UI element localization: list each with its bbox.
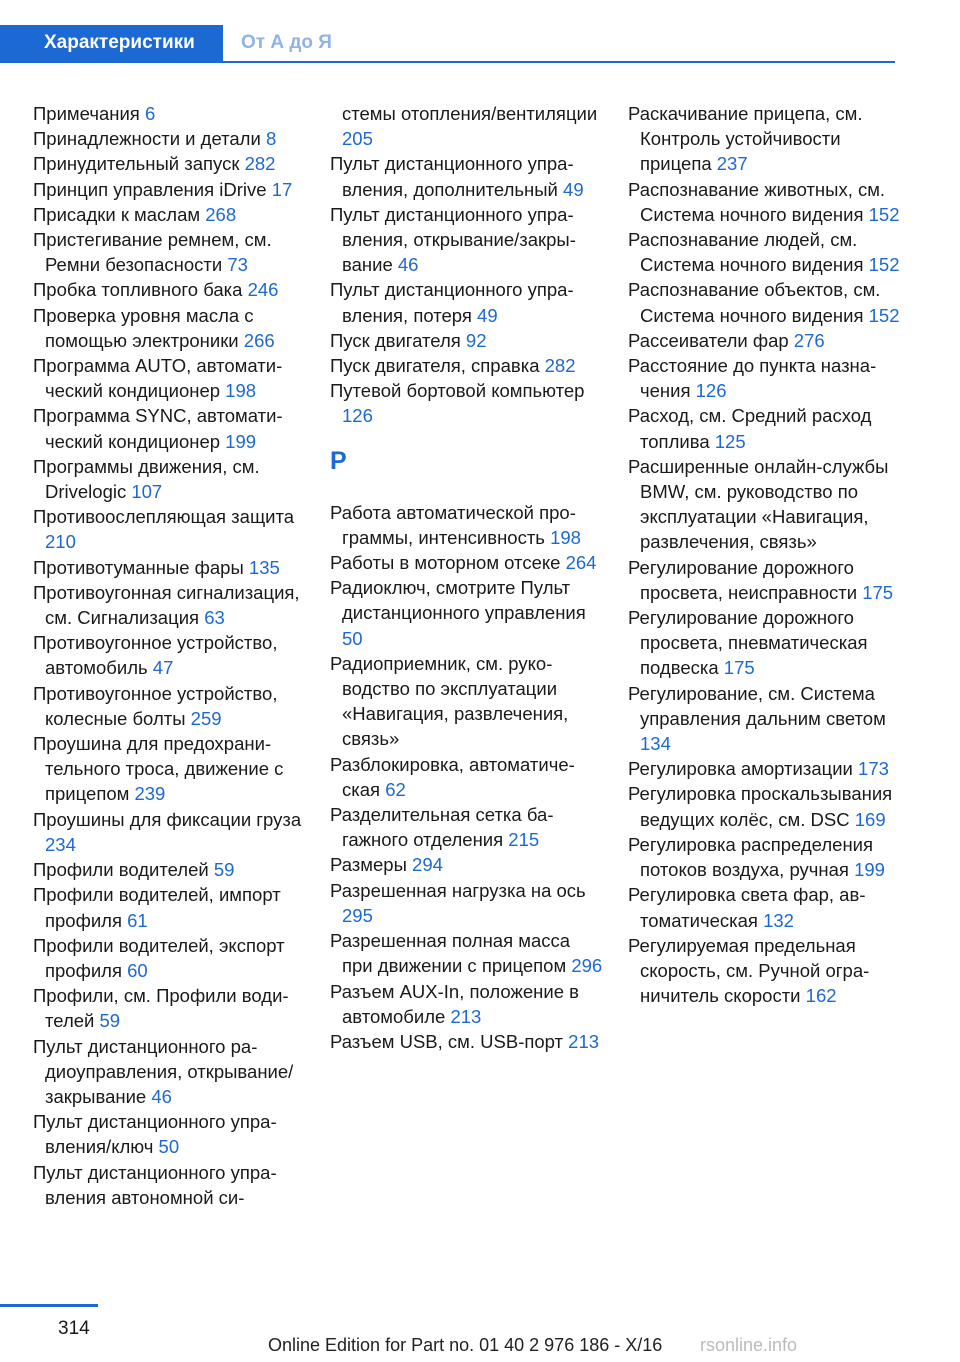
index-entry [628, 277, 903, 327]
index-entry-text: Пульт дистанционного управления/ключ [33, 1111, 277, 1158]
index-entry-text: Программы движения, см. Drivelogic [33, 455, 260, 503]
index-entry-text: Расстояние до пункта назначения [628, 355, 877, 402]
page-link[interactable]: 63 [204, 607, 225, 629]
page-link[interactable]: 175 [723, 657, 755, 679]
page-link[interactable]: 49 [477, 304, 498, 326]
index-entry [330, 979, 605, 1029]
index-entry-text: Работы в моторном отсеке [330, 552, 566, 574]
page-link[interactable]: 294 [412, 854, 443, 876]
index-entry [33, 1109, 308, 1159]
index-entry-text: Присадки к маслам [33, 203, 206, 225]
index-entry-text: Противоугонное устройство, автомобиль [33, 632, 278, 679]
index-entry [330, 101, 605, 151]
index-entry-text: Разъем AUX-In, положение в автомобиле [330, 980, 579, 1027]
page-link[interactable]: 276 [793, 329, 825, 351]
index-entry [33, 403, 308, 453]
index-entry [330, 550, 605, 575]
index-entry-text: Разъем USB, см. USB-порт [330, 1030, 569, 1052]
index-entry [628, 933, 903, 1009]
index-entry [628, 605, 903, 681]
index-entry-text: Пробка топливного бака [33, 279, 248, 301]
index-entry-text: Пульт дистанционного управления, открывание/закрывание [330, 203, 576, 276]
page-link[interactable]: 295 [342, 904, 373, 926]
index-entry-text: Принадлежности и детали [33, 128, 266, 150]
index-entry-text: Противоугонное устройство, колесные болты [33, 682, 278, 729]
index-entry-text: Профили, см. Профили водителей [33, 985, 289, 1032]
page-link[interactable]: 199 [225, 430, 257, 452]
page-link[interactable]: 246 [247, 279, 279, 301]
index-entry [330, 353, 605, 378]
index-entry [628, 101, 903, 177]
index-entry [33, 882, 308, 932]
edition-note: Online Edition for Part no. 01 40 2 976 186 - X/16 [268, 1335, 663, 1355]
index-entry-text: Разрешенная полная масса при движении с прицепом [330, 930, 572, 977]
page-link[interactable]: 205 [342, 128, 373, 150]
index-entry [33, 353, 308, 403]
index-entry [33, 807, 308, 857]
index-entry-text: Пульт дистанционного управления, потеря [330, 279, 574, 326]
index-entry [33, 555, 308, 580]
page-link[interactable]: 47 [152, 657, 174, 679]
page-link[interactable]: 282 [544, 355, 576, 377]
index-entry [33, 303, 308, 353]
page-link[interactable]: 210 [45, 531, 76, 553]
index-entry [33, 126, 308, 151]
index-entry-text: Пуск двигателя [330, 329, 466, 351]
index-entry [33, 983, 308, 1033]
page-link[interactable]: 152 [868, 304, 900, 326]
page-link[interactable]: 198 [550, 526, 581, 548]
index-entry-text: Проверка уровня масла с помощью электроники [33, 304, 254, 351]
index-entry [628, 454, 903, 555]
index-entry [33, 630, 308, 680]
page-link[interactable]: 6 [144, 103, 156, 124]
index-entry-text: Регулируемая предельная скорость, см. Ручной ограничитель скорости [628, 934, 870, 1007]
index-entry-text: Регулировка амортизации [628, 758, 859, 780]
page-link[interactable]: 126 [695, 380, 727, 402]
index-entry-text: Регулирование дорожного просвета, неисправности [628, 556, 863, 603]
index-entry-text: Рассеиватели фар [628, 329, 794, 351]
index-entry [33, 277, 308, 302]
page-link[interactable]: 266 [243, 329, 275, 351]
page-link[interactable]: 8 [265, 128, 277, 150]
index-entry-text: Профили водителей, импорт профиля [33, 884, 281, 931]
page-link[interactable]: 49 [563, 178, 584, 200]
page-link[interactable]: 175 [862, 581, 894, 603]
index-entry [330, 928, 605, 978]
page-link[interactable]: 61 [127, 909, 148, 931]
index-entry [628, 681, 903, 757]
index-entry-text: Проушины для фиксации груза [33, 808, 302, 830]
index-entry-text: Принудительный запуск [33, 153, 245, 175]
page-link[interactable]: 125 [714, 430, 746, 452]
page-link[interactable]: 50 [342, 627, 363, 649]
page-link[interactable]: 107 [131, 481, 163, 503]
index-entry [330, 151, 605, 201]
index-entry-text: Противоослепляющая защита [33, 506, 295, 528]
page-link[interactable]: 92 [465, 329, 487, 351]
page-link[interactable]: 59 [99, 1010, 121, 1032]
index-entry [33, 1160, 308, 1210]
tab-a-to-z[interactable]: От А до Я [241, 32, 332, 53]
index-entry-text: Регулирование дорожного просвета, пневматическая подвеска [628, 607, 868, 679]
index-entry [628, 177, 903, 227]
index-entry [628, 353, 903, 403]
page-link[interactable]: 134 [640, 733, 671, 755]
page-link[interactable]: 268 [205, 203, 237, 225]
index-entry [628, 781, 903, 831]
index-entry-text: Распознавание людей, см. Система ночного видения [628, 229, 869, 276]
index-column-2 [330, 101, 605, 1054]
page-link[interactable]: 59 [213, 859, 235, 881]
index-entry [330, 277, 605, 327]
index-entry [33, 681, 308, 731]
page-link[interactable]: 296 [571, 955, 603, 977]
page-link[interactable]: 237 [716, 153, 748, 175]
page-link[interactable]: 259 [190, 707, 222, 729]
index-entry [628, 227, 903, 277]
footer-accent-line [0, 1304, 98, 1307]
index-entry [628, 555, 903, 605]
page-link[interactable]: 239 [134, 783, 166, 805]
page-link[interactable]: 173 [858, 758, 889, 780]
index-entry-text: Регулировка света фар, автоматическая [628, 884, 866, 931]
page-link[interactable]: 50 [158, 1136, 180, 1158]
index-entry [330, 575, 605, 651]
index-entry-text: Радиоприемник, см. руководство по эксплуатации «Навигация, развлечения, связь» [330, 652, 569, 750]
page-link[interactable]: 282 [244, 153, 276, 175]
page-link[interactable]: 198 [225, 380, 257, 402]
index-entry-text: Программа AUTO, автоматический кондиционер [33, 355, 283, 402]
page-link[interactable]: 46 [397, 254, 419, 276]
index-entry [628, 403, 903, 453]
index-entry [628, 756, 903, 781]
index-column-1 [33, 101, 308, 1210]
index-entry [33, 202, 308, 227]
page-link[interactable]: 213 [568, 1030, 600, 1052]
page-link[interactable]: 169 [854, 808, 886, 830]
index-entry [330, 802, 605, 852]
index-entry-text: Разделительная сетка багажного отделения [330, 804, 554, 851]
index-entry-text: Пульт дистанционного управления автономной си- [33, 1161, 277, 1208]
index-entry [33, 933, 308, 983]
index-entry [330, 328, 605, 353]
page-link[interactable]: 162 [805, 985, 837, 1007]
index-entry-text: Размеры [330, 854, 413, 876]
index-entry-text: Пульт дистанционного управления, дополнительный [330, 153, 574, 200]
index-entry-text: Работа автоматической программы, интенсивность [330, 501, 576, 548]
index-entry [330, 500, 605, 550]
index-entry-text: стемы отопления/вентиляции [342, 103, 598, 124]
index-entry [628, 882, 903, 932]
page-link[interactable]: 46 [151, 1085, 172, 1107]
page-link[interactable]: 132 [763, 909, 794, 931]
index-entry-text: Регулировка распределения потоков воздуха, ручная [628, 833, 874, 881]
index-entry [330, 651, 605, 752]
index-entry [33, 1034, 308, 1110]
index-entry [330, 202, 605, 278]
index-entry [33, 227, 308, 277]
index-entry [330, 752, 605, 802]
index-entry [33, 101, 308, 126]
index-entry [628, 328, 903, 353]
index-entry-text: Проушина для предохранительного троса, движение с прицепом [33, 733, 284, 805]
page-link[interactable]: 215 [508, 829, 540, 851]
index-entry [33, 580, 308, 630]
index-entry [33, 731, 308, 807]
index-entry-text: Пристегивание ремнем, см. Ремни безопасности [33, 229, 272, 276]
page-link[interactable]: 264 [565, 552, 597, 574]
section-letter: Р [330, 446, 347, 475]
page-link[interactable]: 62 [385, 778, 406, 800]
index-entry-text: Регулировка проскальзывания ведущих колёс, см. DSC [628, 783, 893, 830]
index-entry-text: Расширенные онлайн-службы BMW, см. руководство по эксплуатации «Навигация, развлечения, связь» [628, 455, 889, 553]
index-entry-text: Профили водителей, экспорт профиля [33, 934, 285, 981]
index-entry-text: Пульт дистанционного радиоуправления, открывание/закрывание [33, 1035, 294, 1107]
index-entry-text: Раскачивание прицепа, см. Контроль устойчивости прицепа [628, 103, 863, 175]
page-link[interactable]: 152 [868, 203, 900, 225]
header-bar [0, 25, 895, 63]
index-entry [33, 177, 308, 202]
index-entry-text: Противотуманные фары [33, 556, 249, 578]
index-entry [33, 454, 308, 504]
page-link[interactable]: 135 [248, 556, 280, 578]
index-entry-text: Распознавание животных, см. Система ночного видения [628, 178, 886, 225]
index-entry [33, 504, 308, 554]
index-entry [330, 378, 605, 428]
index-entry [330, 1029, 605, 1054]
index-entry-text: Радиоключ, смотрите Пульт дистанционного управления [330, 577, 586, 624]
index-entry [628, 832, 903, 882]
index-entry [330, 878, 605, 928]
index-entry-text: Расход, см. Средний расход топлива [628, 405, 872, 452]
index-entry [33, 857, 308, 882]
page-link[interactable]: 199 [854, 859, 885, 881]
index-entry [330, 852, 605, 877]
index-entry-text: Разрешенная нагрузка на ось [330, 879, 586, 901]
index-entry-text: Пуск двигателя, справка [330, 355, 545, 377]
index-entry-text: Распознавание объектов, см. Система ночного видения [628, 279, 881, 326]
index-entry-text: Противоугонная сигнализация, см. Сигнализация [33, 581, 300, 629]
page-link[interactable]: 234 [45, 833, 76, 855]
page-link[interactable]: 17 [271, 178, 293, 200]
page-link[interactable]: 126 [342, 405, 373, 427]
watermark: rsonline.info [700, 1335, 798, 1355]
page-number: 314 [58, 1318, 90, 1339]
tab-characteristics[interactable]: Характеристики [0, 25, 223, 61]
index-entry-text: Разблокировка, автоматическая [330, 753, 575, 800]
page-link[interactable]: 152 [868, 254, 900, 276]
page-link[interactable]: 73 [227, 254, 248, 276]
index-entry-text: Примечания [33, 103, 145, 124]
index-entry-text: Путевой бортовой компьютер [330, 380, 585, 402]
page-link[interactable]: 60 [127, 959, 148, 981]
index-entry-text: Профили водителей [33, 859, 214, 881]
index-entry-text: Регулирование, см. Система управления дальним светом [628, 682, 886, 729]
page-link[interactable]: 213 [450, 1005, 482, 1027]
index-entry [33, 151, 308, 176]
index-entry-text: Принцип управления iDrive [33, 178, 272, 200]
index-entry-text: Программа SYNC, автоматический кондиционер [33, 405, 283, 452]
index-column-3 [628, 101, 903, 1008]
